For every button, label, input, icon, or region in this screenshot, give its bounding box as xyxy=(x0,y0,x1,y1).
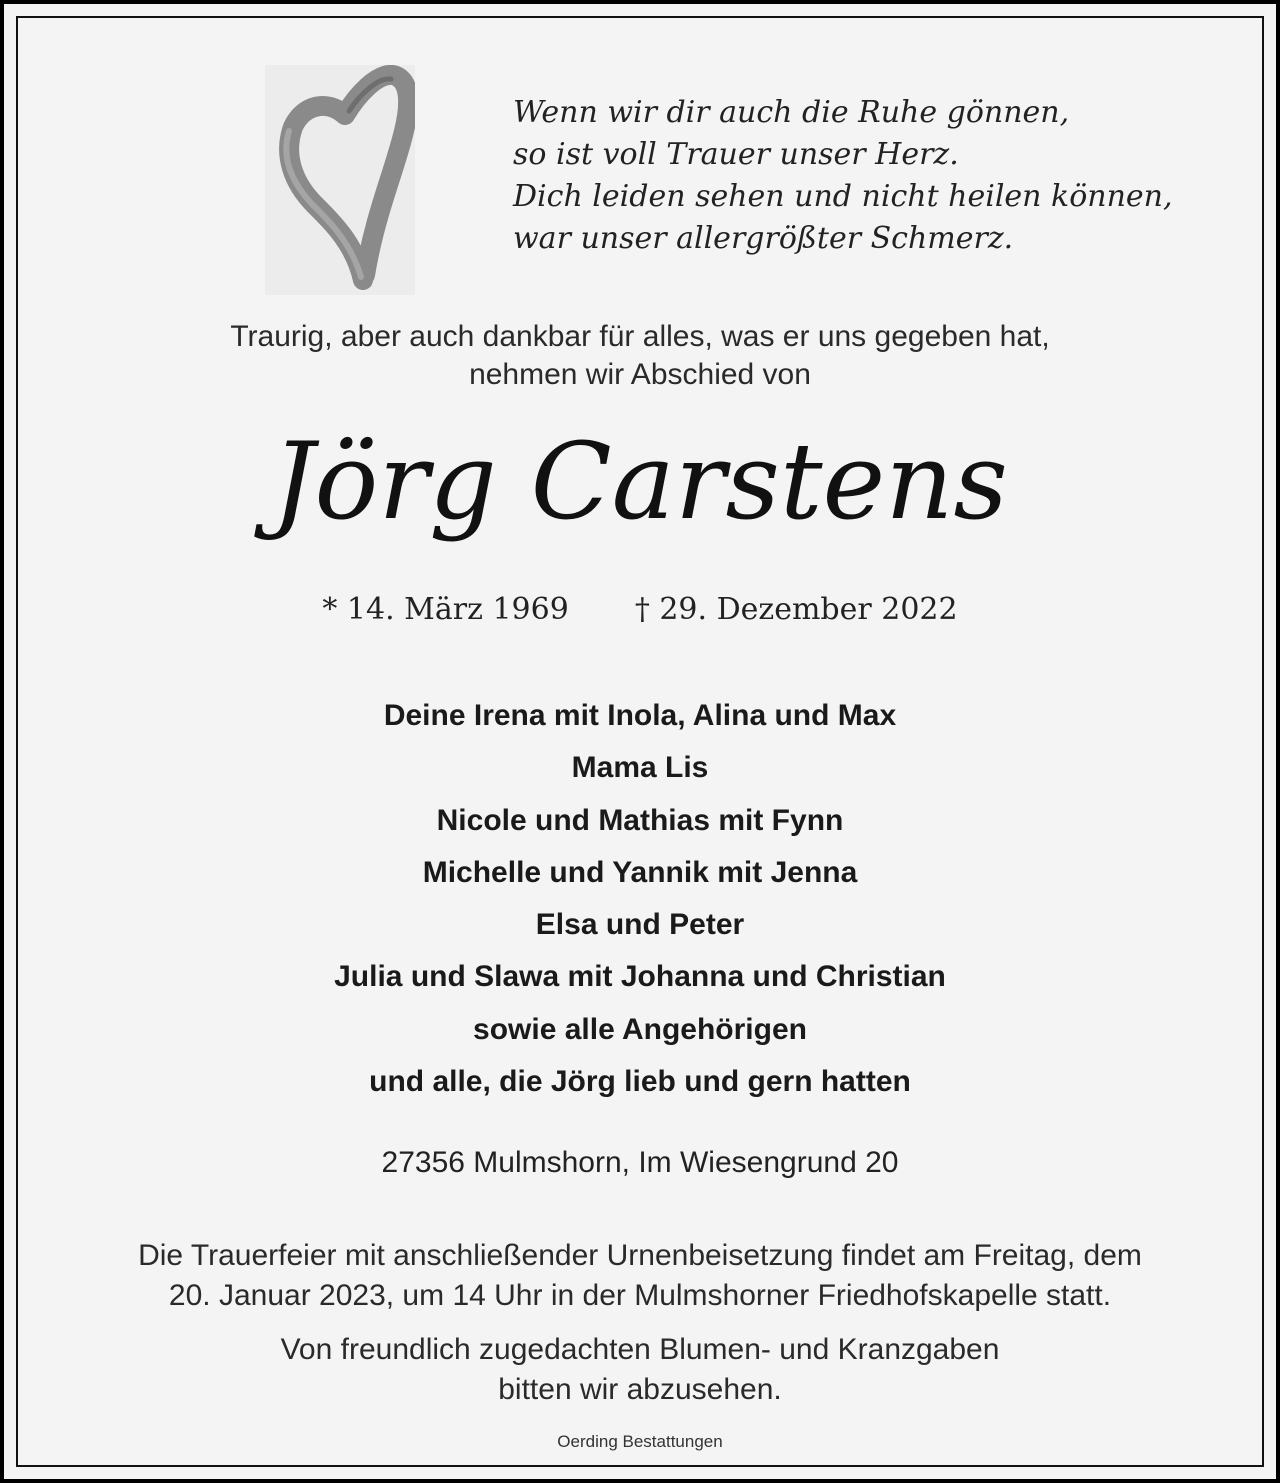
mourner-line: Mama Lis xyxy=(571,751,709,785)
poem xyxy=(513,92,1213,260)
mourner-line: Nicole und Mathias mit Fynn xyxy=(436,803,844,837)
intro-text xyxy=(0,318,1280,394)
address: 27356 Mulmshorn, Im Wiesengrund 20 xyxy=(381,1146,899,1179)
poem-line: war unser allergrößter Schmerz. xyxy=(513,221,1014,256)
ceremony-info xyxy=(0,1236,1280,1316)
flowers-line-1: Von freundlich zugedachten Blumen- und Kranzgaben xyxy=(280,1333,1000,1366)
mourner-line: Michelle und Yannik mit Jenna xyxy=(422,855,858,889)
mourner-line: sowie alle Angehörigen xyxy=(473,1012,807,1046)
brush-heart-icon xyxy=(265,65,415,295)
poem-line: Wenn wir dir auch die Ruhe gönnen, xyxy=(513,95,1070,130)
mourner-line: Julia und Slawa mit Johanna und Christian xyxy=(334,960,946,994)
death-date: † 29. Dezember 2022 xyxy=(634,592,958,627)
undertaker-credit: Oerding Bestattungen xyxy=(557,1432,723,1451)
birth-date: * 14. März 1969 xyxy=(322,592,569,627)
heart-image xyxy=(265,65,415,295)
mourners-list xyxy=(0,690,1280,1108)
life-dates xyxy=(0,590,1280,630)
mourner-line: Elsa und Peter xyxy=(535,908,745,942)
deceased-name: Jörg Carstens xyxy=(272,420,1008,543)
mourner-line: und alle, die Jörg lieb und gern hatten xyxy=(369,1065,911,1099)
ceremony-line-1: Die Trauerfeier mit anschließender Urnenbeisetzung findet am Freitag, dem xyxy=(138,1239,1142,1272)
poem-line: so ist voll Trauer unser Herz. xyxy=(513,137,959,172)
poem-line: Dich leiden sehen und nicht heilen können, xyxy=(513,179,1173,214)
intro-line-1: Traurig, aber auch dankbar für alles, was er uns gegeben hat, xyxy=(230,320,1050,353)
flowers-request xyxy=(0,1330,1280,1410)
ceremony-line-2: 20. Januar 2023, um 14 Uhr in der Mulmshorner Friedhofskapelle statt. xyxy=(168,1279,1112,1312)
flowers-line-2: bitten wir abzusehen. xyxy=(498,1373,782,1406)
intro-line-2: nehmen wir Abschied von xyxy=(469,358,811,391)
mourner-line: Deine Irena mit Inola, Alina und Max xyxy=(383,699,897,732)
